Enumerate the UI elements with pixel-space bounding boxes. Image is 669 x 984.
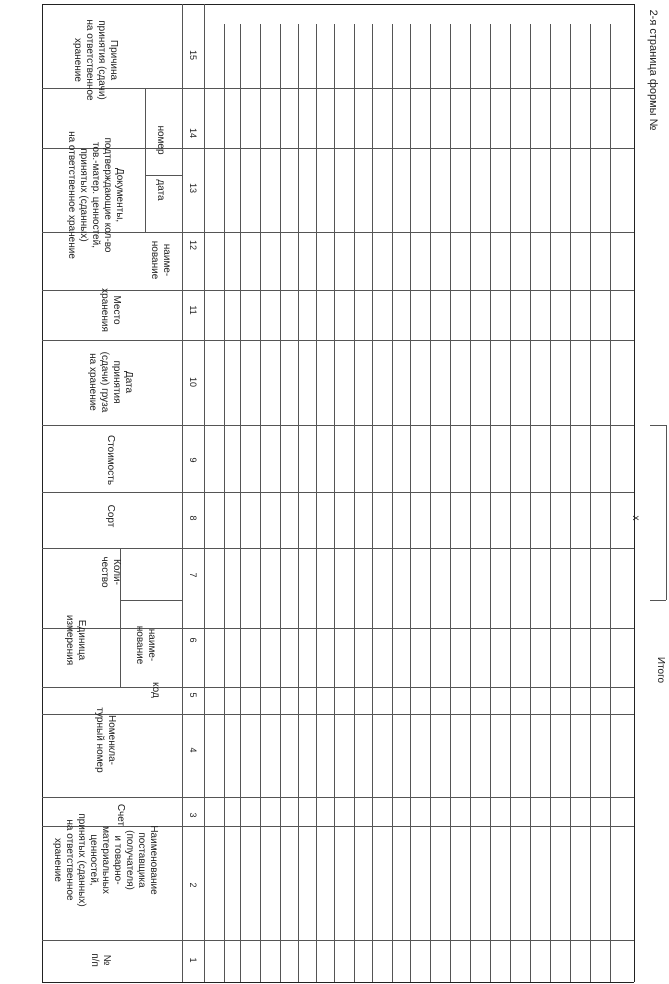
column-separator-3 [42, 232, 634, 233]
table-border-left [42, 4, 43, 982]
totals-bracket-bottom [650, 600, 666, 601]
doc-group-divider [145, 88, 146, 233]
data-row-line-21 [610, 24, 611, 982]
column-separator-12 [42, 797, 634, 798]
header-doc-group: Документы, подтверждающие кол-во тов.-матер. ценностей, принятых (сданных) на ответственное хранение [66, 131, 125, 259]
column-separator-6 [42, 425, 634, 426]
data-row-line-6 [316, 24, 317, 982]
header-col-9: Стоимость [105, 434, 116, 486]
data-row-line-5 [298, 24, 299, 982]
column-number-13: 13 [188, 182, 198, 194]
column-number-4: 4 [188, 747, 198, 753]
totals-bracket-side [666, 425, 667, 600]
header-col-10: Дата принятия (сдачи) груза на хранение [87, 351, 134, 413]
totals-mark: x [630, 515, 641, 521]
column-separator-7 [42, 492, 634, 493]
header-col-8: Сорт [105, 504, 116, 528]
data-row-line-11 [410, 24, 411, 982]
column-separator-9 [42, 628, 634, 629]
unit-subsplit-line [120, 600, 182, 601]
header-col-6: наиме- нование [134, 625, 157, 665]
column-separator-2 [42, 148, 634, 149]
doc-subsplit-1 [145, 175, 182, 176]
data-row-line-12 [430, 24, 431, 982]
column-number-5: 5 [188, 692, 198, 698]
header-col-11: Место хранения [99, 288, 122, 332]
header-col-4: Номенкла- турный номер [94, 707, 117, 773]
data-row-line-20 [590, 24, 591, 982]
data-row-line-16 [510, 24, 511, 982]
data-row-line-9 [372, 24, 373, 982]
data-row-line-8 [354, 24, 355, 982]
data-row-line-7 [334, 24, 335, 982]
column-number-11: 11 [188, 305, 198, 315]
header-unit-group: Единица измерения [64, 614, 87, 666]
number-row-line [204, 4, 205, 982]
header-col-14: номер [155, 125, 166, 155]
header-col-13: дата [155, 179, 166, 201]
column-number-6: 6 [188, 637, 198, 643]
data-row-line-18 [550, 24, 551, 982]
column-number-1: 1 [188, 957, 198, 963]
data-row-line-1 [224, 24, 225, 982]
header-col-15: Причина принятия (сдачи) на ответственное хранение [72, 19, 119, 101]
data-row-line-13 [450, 24, 451, 982]
column-separator-5 [42, 340, 634, 341]
data-row-line-19 [570, 24, 571, 982]
column-number-10: 10 [188, 376, 198, 388]
data-row-line-17 [530, 24, 531, 982]
header-bottom-line [182, 4, 183, 982]
column-separator-10 [42, 687, 634, 688]
column-separator-11 [42, 714, 634, 715]
header-col-1: № п/п [89, 953, 112, 967]
page-label-text: 2-я страница формы № [647, 9, 659, 131]
data-row-line-3 [260, 24, 261, 982]
column-number-7: 7 [188, 572, 198, 578]
header-col-5: код [150, 682, 161, 698]
column-separator-4 [42, 290, 634, 291]
totals-bracket-top [650, 425, 666, 426]
column-number-2: 2 [188, 882, 198, 888]
table-border-right [634, 4, 635, 982]
column-number-15: 15 [188, 49, 198, 61]
data-row-line-15 [490, 24, 491, 982]
table-border-top [42, 4, 634, 5]
table-border-bottom [42, 982, 634, 983]
data-row-line-2 [240, 24, 241, 982]
header-col-12: наиме- нование [149, 240, 172, 280]
column-number-3: 3 [188, 812, 198, 818]
column-separator-14 [42, 940, 634, 941]
column-separator-1 [42, 88, 634, 89]
doc-subsplit-2 [145, 232, 182, 233]
column-separator-8 [42, 548, 634, 549]
header-col-7: Коли- чество [99, 556, 122, 588]
header-col-2: Наименование поставщика (получателя) и товарно- материальных ценностей, принятых (сданных) на ответственное хранение [52, 813, 159, 907]
column-number-12: 12 [188, 239, 198, 251]
header-col-3: Счет [115, 803, 126, 827]
totals-label: Итого [655, 656, 666, 684]
column-number-9: 9 [188, 457, 198, 463]
data-row-line-10 [392, 24, 393, 982]
column-number-8: 8 [188, 515, 198, 521]
column-number-14: 14 [188, 127, 198, 139]
data-row-line-4 [280, 24, 281, 982]
data-row-line-14 [470, 24, 471, 982]
